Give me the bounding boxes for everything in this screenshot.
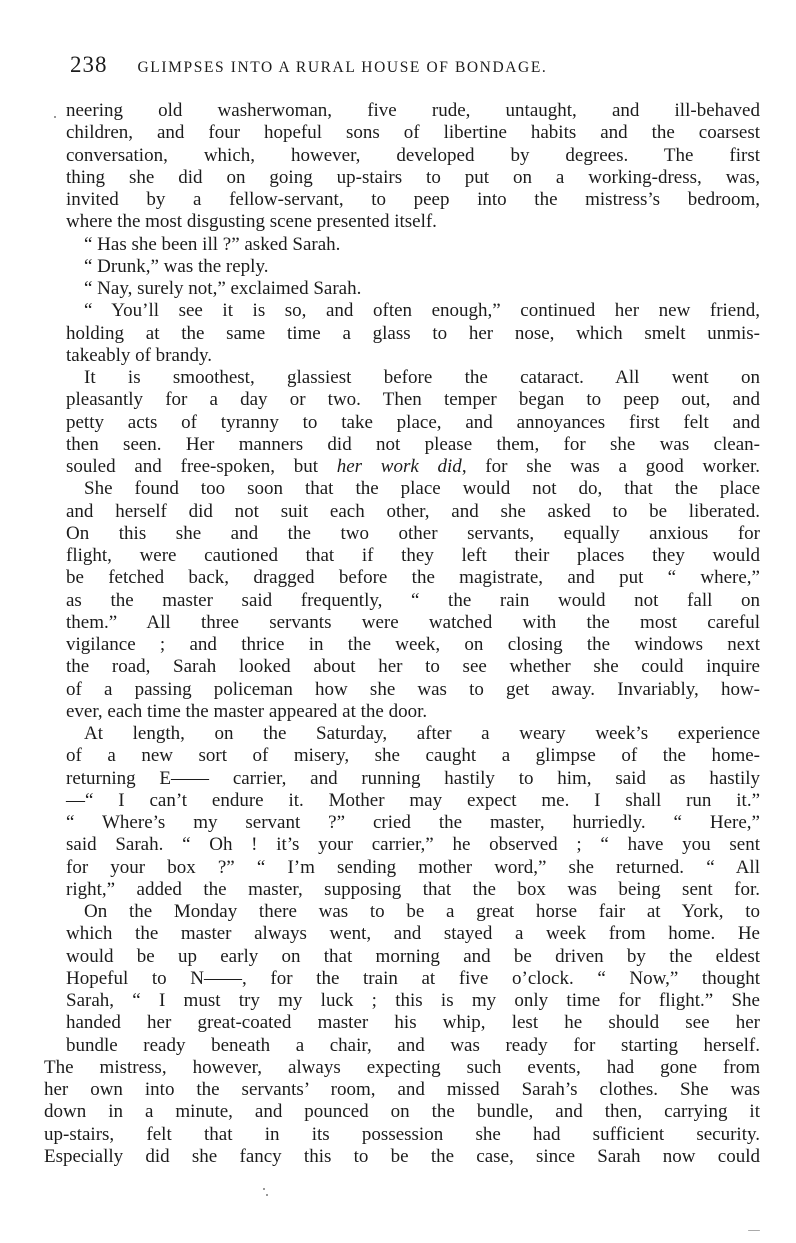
print-speck [266, 1194, 268, 1196]
text-line: the road, Sarah looked about her to see whether she could inquire [66, 656, 760, 678]
text-line: said Sarah. “ Oh ! it’s your carrier,” he observed ; “ have you sent [66, 834, 760, 856]
emphasis: her work did [336, 456, 462, 477]
text-line: which the master always went, and stayed a week from home. He [66, 923, 760, 945]
text-line: and herself did not suit each other, and she asked to be liberated. [66, 500, 760, 522]
text-line: where the most disgusting scene presented itself. [66, 211, 437, 233]
text-line: —“ I can’t endure it. Mother may expect me. I shall run it.” [66, 789, 760, 811]
text-line: invited by a fellow-servant, to peep into the mistress’s bedroom, [66, 189, 760, 210]
text-line: her own into the servants’ room, and missed Sarah’s clothes. She was [44, 1079, 760, 1100]
text-line: holding at the same time a glass to her nose, which smelt unmis- [66, 322, 760, 344]
text-line: neering old washerwoman, five rude, untaught, and ill-behaved [66, 100, 760, 121]
text-line: Hopeful to N——, for the train at five o’clock. “ Now,” thought [66, 967, 760, 989]
running-title: GLIMPSES INTO A RURAL HOUSE OF BONDAGE. [137, 59, 548, 76]
text-line: thing she did on going up-stairs to put on a working-dress, was, [66, 166, 760, 188]
text-line: “ Where’s my servant ?” cried the master, hurriedly. “ Here,” [66, 812, 760, 833]
text-line: up-stairs, felt that in its possession she had sufficient security. [44, 1123, 760, 1145]
text-line: At length, on the Saturday, after a weary week’s experience [84, 723, 760, 744]
text-line: them.” All three servants were watched with the most careful [66, 611, 760, 633]
text-line: handed her great-coated master his whip, lest he should see her [66, 1012, 760, 1034]
text-line: The mistress, however, always expecting such events, had gone from [44, 1056, 760, 1078]
text-line: returning E—— carrier, and running hastily to him, said as hastily [66, 767, 760, 789]
print-speck [748, 1230, 760, 1231]
text-line: She found too soon that the place would not do, that the place [84, 478, 760, 500]
text-line: Especially did she fancy this to be the case, since Sarah now could [44, 1145, 760, 1167]
text-line: conversation, which, however, developed by degrees. The first [66, 144, 760, 166]
text-line: right,” added the master, supposing that the box was being sent for. [66, 878, 760, 900]
text-line: “ Drunk,” was the reply. [84, 255, 269, 277]
page-header [70, 52, 770, 82]
text-line: On the Monday there was to be a great horse fair at York, to [84, 901, 760, 922]
text-line: as the master said frequently, “ the rain would not fall on [66, 589, 760, 611]
print-speck [54, 116, 56, 118]
text-line: flight, were cautioned that if they left their places they would [66, 545, 760, 566]
body-text [44, 100, 760, 1168]
text-line: vigilance ; and thrice in the week, on closing the windows next [66, 634, 760, 655]
text-line: down in a minute, and pounced on the bundle, and then, carrying it [44, 1101, 760, 1123]
text-line: “ You’ll see it is so, and often enough,” continued her new friend, [84, 300, 760, 322]
text-line: “ Has she been ill ?” asked Sarah. [84, 233, 341, 255]
text-line: of a passing policeman how she was to get away. Invariably, how- [66, 678, 760, 700]
text-line: ever, each time the master appeared at the door. [66, 700, 428, 722]
print-speck [263, 1188, 265, 1190]
text-line: then seen. Her manners did not please them, for she was clean- [66, 433, 760, 455]
text-line: souled and free-spoken, but her work did, for she was a good worker. [66, 456, 760, 477]
text-line: of a new sort of misery, she caught a glimpse of the home- [66, 745, 760, 767]
page-number: 238 [70, 52, 108, 77]
text-line: would be up early on that morning and be driven by the eldest [66, 945, 760, 967]
text-line: Sarah, “ I must try my luck ; this is my only time for flight.” She [66, 990, 760, 1011]
text-line: “ Nay, surely not,” exclaimed Sarah. [84, 278, 362, 299]
text-line: for your box ?” “ I’m sending mother word,” she returned. “ All [66, 856, 760, 878]
text-line: pleasantly for a day or two. Then temper began to peep out, and [66, 389, 760, 411]
text-line: On this she and the two other servants, equally anxious for [66, 522, 760, 544]
text-line: takeably of brandy. [66, 344, 212, 366]
text-line: be fetched back, dragged before the magistrate, and put “ where,” [66, 567, 760, 589]
text-line: It is smoothest, glassiest before the cataract. All went on [84, 367, 760, 388]
text-line: petty acts of tyranny to take place, and annoyances first felt and [66, 411, 760, 433]
text-line: children, and four hopeful sons of libertine habits and the coarsest [66, 122, 760, 144]
text-line: bundle ready beneath a chair, and was ready for starting herself. [66, 1034, 760, 1056]
